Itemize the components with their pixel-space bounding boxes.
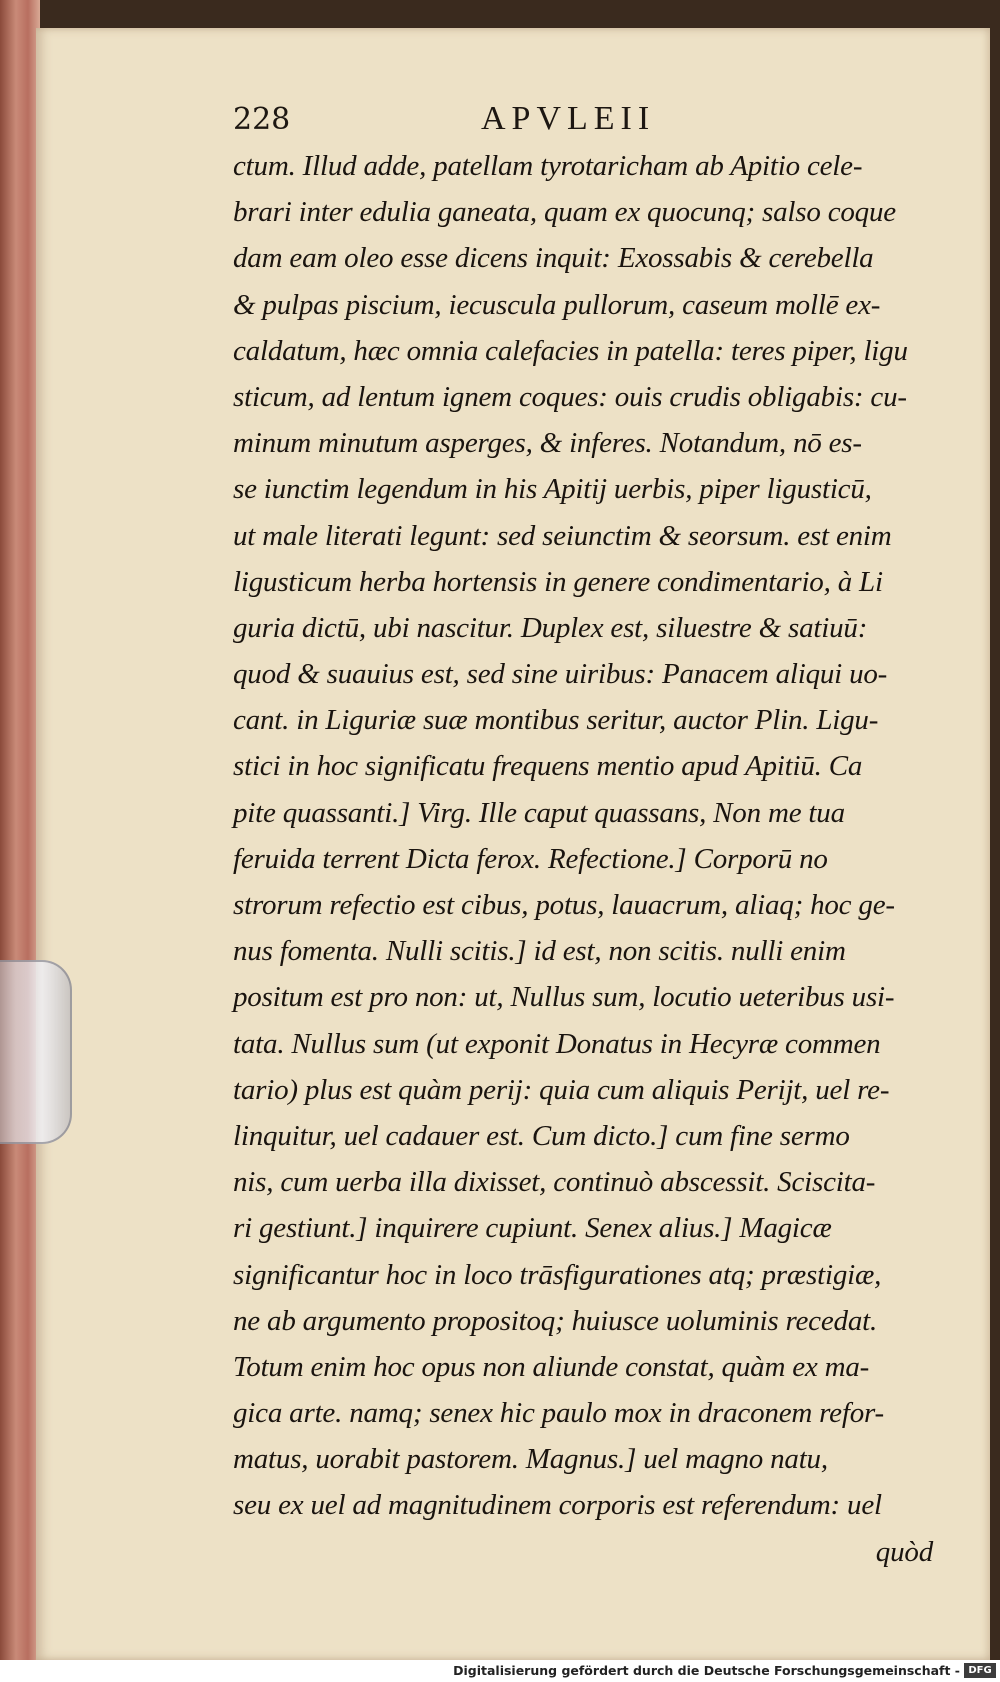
text-line: feruida terrent Dicta ferox. Refectione.] Corporū no — [233, 842, 828, 875]
text-line: tata. Nullus sum (ut exponit Donatus in Hecyræ commen — [233, 1027, 881, 1060]
text-line: significantur hoc in loco trāsfigurationes atq; præstigiæ, — [233, 1258, 882, 1291]
dfg-logo: DFG — [964, 1663, 996, 1678]
text-line: ut male literati legunt: sed seiunctim & seorsum. est enim — [233, 519, 892, 552]
text-line: matus, uorabit pastorem. Magnus.] uel magno natu, — [233, 1443, 828, 1476]
text-line: ligusticum herba hortensis in genere condimentario, à Li — [233, 565, 883, 598]
page-clip — [0, 960, 72, 1144]
text-line: pite quassanti.] Virg. Ille caput quassans, Non me tua — [233, 796, 845, 829]
text-line: positum est pro non: ut, Nullus sum, locutio ueteribus usi- — [233, 981, 895, 1014]
text-line: dam eam oleo esse dicens inquit: Exossabis & cerebella — [233, 242, 874, 275]
digitization-footer — [0, 1660, 1000, 1682]
text-line: ctum. Illud adde, patellam tyrotaricham ab Apitio cele- — [233, 150, 863, 182]
text-line: ri gestiunt.] inquirere cupiunt. Senex alius.] Magicæ — [233, 1212, 832, 1245]
text-line: linquitur, uel cadauer est. Cum dicto.] cum fine sermo — [233, 1119, 850, 1152]
text-line: ne ab argumento propositoq; huiusce uoluminis recedat. — [233, 1304, 878, 1337]
text-line: guria dictū, ubi nascitur. Duplex est, siluestre & satiuū: — [233, 611, 868, 644]
text-line: minum minutum asperges, & inferes. Notandum, nō es- — [233, 427, 862, 460]
text-line: nis, cum uerba illa dixisset, continuò abscessit. Sciscita- — [233, 1166, 876, 1199]
text-line: cant. in Liguriæ suæ montibus seritur, auctor Plin. Ligu- — [233, 704, 879, 737]
text-line: caldatum, hæc omnia calefacies in patella: teres piper, ligu — [233, 334, 908, 367]
text-line: stici in hoc significatu frequens mentio apud Apitiū. Ca — [233, 750, 863, 783]
text-line: brari inter edulia ganeata, quam ex quocunq; salso coque — [233, 196, 896, 229]
text-line: & pulpas piscium, iecuscula pullorum, caseum mollē ex- — [233, 288, 881, 321]
text-line: Totum enim hoc opus non aliunde constat, quàm ex ma- — [233, 1350, 870, 1383]
text-line: quod & suauius est, sed sine uiribus: Panacem aliqui uo- — [233, 658, 888, 691]
commentary-text — [233, 143, 933, 1575]
text-line: gica arte. namq; senex hic paulo mox in draconem refor- — [233, 1397, 884, 1430]
running-head: APVLEII — [481, 100, 656, 137]
text-line: strorum refectio est cibus, potus, lauacrum, aliaq; hoc ge- — [233, 889, 895, 921]
text-line: tario) plus est quàm perij: quia cum aliquis Perijt, uel re- — [233, 1073, 890, 1106]
page-header — [233, 100, 923, 142]
footer-credit: Digitalisierung gefördert durch die Deutsche Forschungsgemeinschaft - — [453, 1663, 960, 1678]
text-line: nus fomenta. Nulli scitis.] id est, non scitis. nulli enim — [233, 935, 846, 968]
text-line: se iunctim legendum in his Apitij uerbis, piper ligusticū, — [233, 473, 872, 506]
catchword: quòd — [875, 1535, 933, 1568]
text-line: sticum, ad lentum ignem coques: ouis crudis obligabis: cu- — [233, 380, 907, 413]
page-edge — [0, 0, 40, 1660]
text-line: seu ex uel ad magnitudinem corporis est referendum: uel — [233, 1489, 882, 1522]
page-number: 228 — [233, 102, 291, 137]
